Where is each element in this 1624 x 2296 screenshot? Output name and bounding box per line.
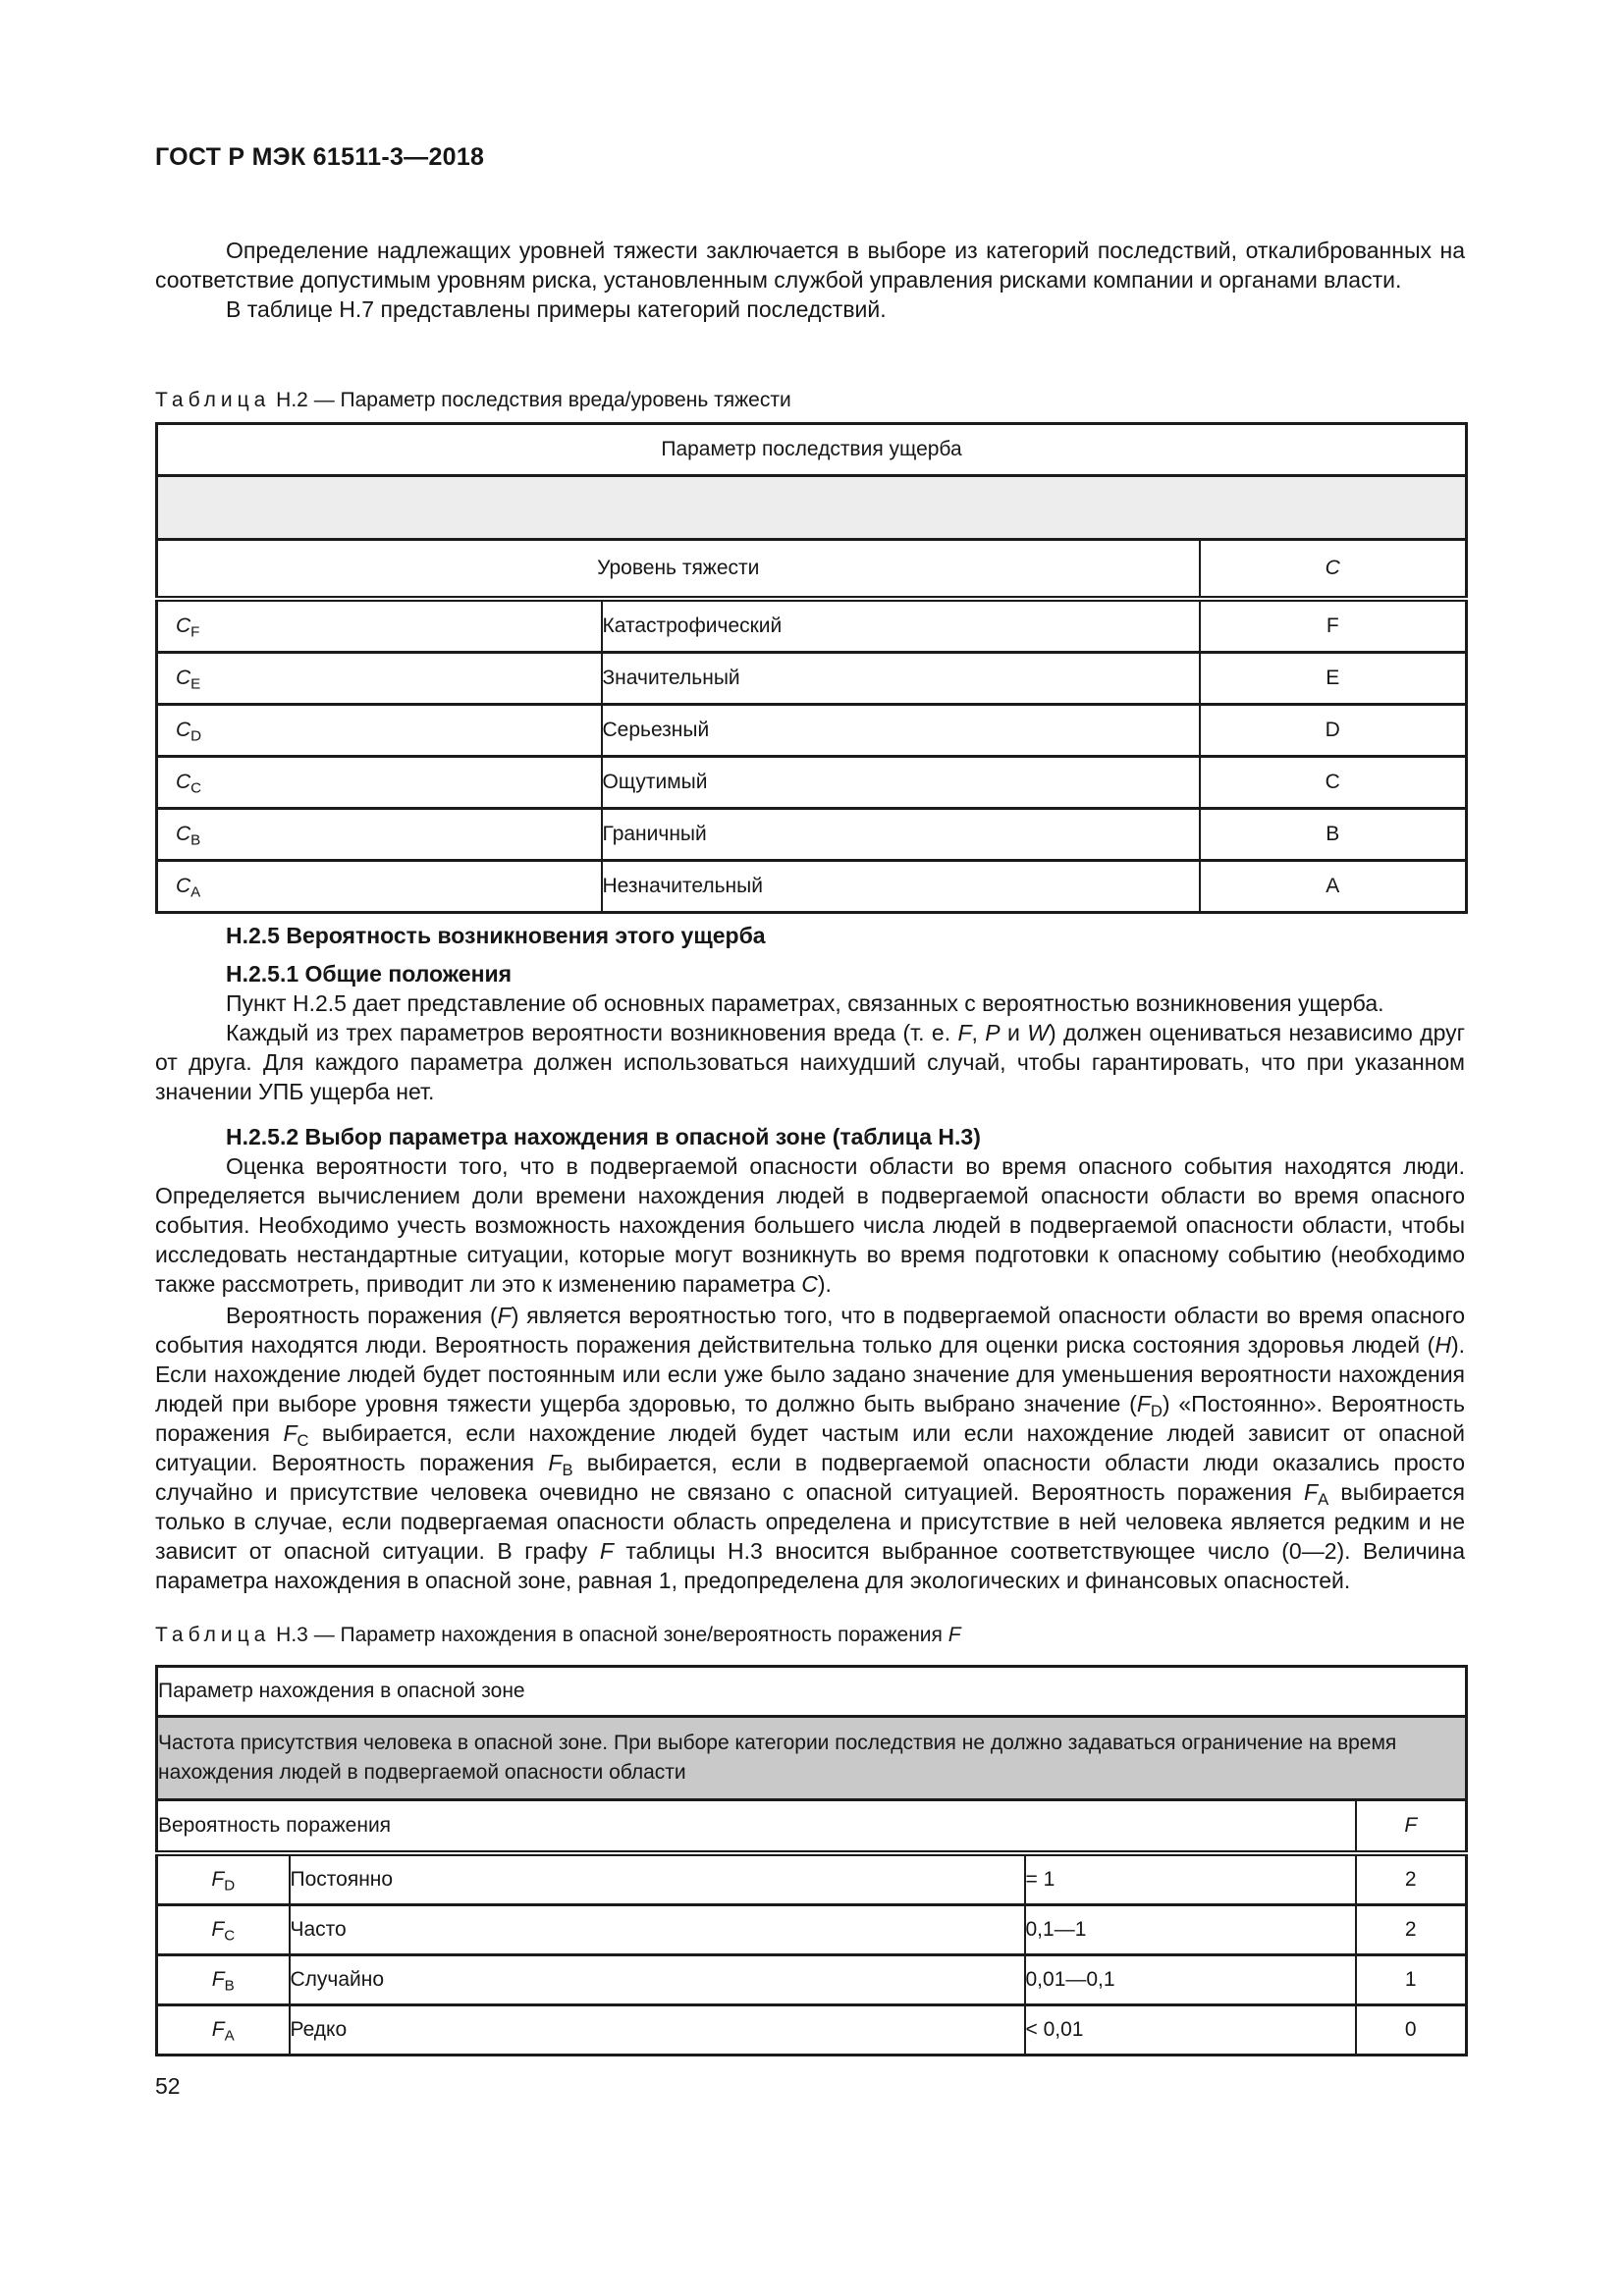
- cell-severity: Незначительный: [602, 861, 1200, 913]
- symbol-letter: C: [176, 614, 191, 637]
- cell-range: < 0,01: [1025, 2005, 1356, 2056]
- cell-range: = 1: [1025, 1853, 1356, 1905]
- cell-symbol: [157, 809, 602, 861]
- table-h2-caption: Таблица Н.2 — Параметр последствия вреда/уровень тяжести: [155, 389, 791, 411]
- cell-frequency: Случайно: [290, 1955, 1025, 2005]
- table-h2-gray-band-row: [157, 476, 1467, 540]
- symbol-letter: C: [176, 667, 191, 689]
- paragraph-table-h7-reference: В таблице Н.7 представлены примеры категорий последствий.: [226, 296, 887, 322]
- table-h2-header-cell: Параметр последствия ущерба: [157, 424, 1467, 476]
- symbol-subscript: D: [224, 1877, 236, 1895]
- cell-symbol: [157, 1905, 290, 1955]
- cell-grade: D: [1200, 705, 1467, 757]
- table-h3-caption: Таблица Н.3 — Параметр нахождения в опасной зоне/вероятность поражения F: [155, 1624, 961, 1646]
- table-h2-empty-band-cell: [157, 476, 1467, 540]
- paragraph-probability-of-exposure: Вероятность поражения (F) является вероятностью того, что в подвергаемой опасности области во время опасного события находятся люди. Вероятность поражения действительна только для оценки риска состояния здоровья людей (H). Если нахождение людей будет постоянным или если уже было задано значение для уменьшения вероятности нахождения людей при выборе уровня тяжести ущерба здоровью, то должно быть выбрано значение $(F_D)$ «Постоянно». Вероятность поражения $F_C$ выбирается, если нахождение людей будет частым или если нахождение людей зависит от опасной ситуации. Вероятность поражения $F_B$ выбирается, если в подвергаемой опасности области люди оказались просто случайно и присутствие человека очевидно не связано с опасной ситуацией. Вероятность поражения $F_A$ выбирается только в случае, если подвергаемая опасности область определена и присутствие в ней человека является редким и не зависит от опасной ситуации. В графу F таблицы Н.3 вносится выбранное соответствующее число (0—2). Величина параметра нахождения в опасной зоне, равная 1, предопределена для экологических и финансовых опасностей.: [155, 1303, 1465, 1593]
- cell-symbol: [157, 599, 602, 653]
- running-header: ГОСТ Р МЭК 61511-3—2018: [155, 143, 485, 171]
- cell-severity: Значительный: [602, 653, 1200, 705]
- heading-h2-5: Н.2.5 Вероятность возникновения этого ущерба: [226, 923, 766, 948]
- table-h2-c-column-header-cell: [1200, 540, 1467, 600]
- paragraph-general: Пункт Н.2.5 дает представление об основных параметрах, связанных с вероятностью возникновения ущерба.: [226, 990, 1384, 1016]
- cell-value: 1: [1356, 1955, 1467, 2005]
- page-number: 52: [155, 2073, 181, 2099]
- cell-frequency: Редко: [290, 2005, 1025, 2056]
- cell-value: 2: [1356, 1905, 1467, 1955]
- cell-severity: Ощутимый: [602, 757, 1200, 809]
- table-h3-f-column-header-cell: [1356, 1800, 1467, 1854]
- symbol-subscript: C: [224, 1927, 236, 1945]
- table-row: [157, 861, 1467, 913]
- symbol-letter: F: [211, 1968, 225, 1991]
- symbol-letter: C: [176, 771, 191, 793]
- cell-range: 0,01—0,1: [1025, 1955, 1356, 2005]
- symbol-letter: F: [211, 1868, 225, 1891]
- intro-section: [155, 236, 1465, 324]
- table-row: [157, 757, 1467, 809]
- cell-frequency: Часто: [290, 1905, 1025, 1955]
- table-h3: [155, 1665, 1468, 2056]
- symbol-subscript: A: [190, 883, 201, 901]
- table-row: [157, 2005, 1467, 2056]
- cell-symbol: [157, 757, 602, 809]
- cell-frequency: Постоянно: [290, 1853, 1025, 1905]
- symbol-letter: F: [211, 2018, 225, 2041]
- table-h3-header-cell: Параметр нахождения в опасной зоне: [157, 1667, 1467, 1717]
- symbol-subscript: A: [224, 2027, 235, 2045]
- cell-symbol: [157, 1853, 290, 1905]
- cell-severity: Серьезный: [602, 705, 1200, 757]
- table-h2: [155, 422, 1468, 914]
- cell-severity: Катастрофический: [602, 599, 1200, 653]
- cell-value: 2: [1356, 1853, 1467, 1905]
- table-h2-subheader-row: [157, 540, 1467, 600]
- cell-symbol: [157, 1955, 290, 2005]
- table-h2-header-row: [157, 424, 1467, 476]
- table-row: [157, 1955, 1467, 2005]
- cell-grade: A: [1200, 861, 1467, 913]
- symbol-subscript: D: [190, 727, 202, 745]
- symbol-letter: F: [211, 1918, 225, 1941]
- cell-grade: E: [1200, 653, 1467, 705]
- symbol-letter: C: [176, 719, 191, 741]
- paragraph-three-parameters: Каждый из трех параметров вероятности возникновения вреда (т. е. F, P и W) должен оцениваться независимо друг от друга. Для каждого параметра должен использоваться наихудший случай, чтобы гарантировать, что при указанном значении УПБ ущерба нет.: [155, 1020, 1466, 1104]
- table-h2-severity-header-cell: Уровень тяжести: [157, 540, 1200, 600]
- table-row: [157, 1905, 1467, 1955]
- symbol-letter: C: [176, 875, 191, 897]
- symbol-subscript: E: [190, 675, 201, 693]
- cell-grade: F: [1200, 599, 1467, 653]
- c-symbol: C: [1325, 557, 1340, 579]
- symbol-letter: C: [176, 823, 191, 845]
- symbol-subscript: C: [190, 779, 202, 797]
- table-h3-header-row: [157, 1667, 1467, 1717]
- table-h3-subheader-row: [157, 1800, 1467, 1854]
- cell-symbol: [157, 653, 602, 705]
- symbol-subscript: B: [190, 831, 201, 849]
- paragraph-severity-intro: Определение надлежащих уровней тяжести заключается в выборе из категорий последствий, откалиброванных на соответствие допустимым уровням риска, установленным службой управления рисками компании и органами власти.: [155, 238, 1465, 293]
- table-row: [157, 705, 1467, 757]
- cell-grade: B: [1200, 809, 1467, 861]
- heading-h2-5-1: Н.2.5.1 Общие положения: [226, 961, 513, 987]
- table-row: [157, 1853, 1467, 1905]
- cell-range: 0,1—1: [1025, 1905, 1356, 1955]
- symbol-subscript: F: [190, 623, 200, 641]
- table-row: [157, 809, 1467, 861]
- cell-value: 0: [1356, 2005, 1467, 2056]
- cell-symbol: [157, 861, 602, 913]
- table-row: [157, 653, 1467, 705]
- cell-symbol: [157, 705, 602, 757]
- paragraph-occupancy: Оценка вероятности того, что в подвергаемой опасности области во время опасного события находятся люди. Определяется вычислением доли времени нахождения людей в подвергаемой опасности области во время опасного события. Необходимо учесть возможность нахождения большего числа людей в подвергаемой опасности области, чтобы исследовать нестандартные ситуации, которые могут возникнуть во время подготовки к опасному событию (необходимо также рассмотреть, приводит ли это к изменению параметра C).: [155, 1153, 1465, 1297]
- f-symbol: F: [1404, 1814, 1418, 1837]
- table-h3-note-cell: Частота присутствия человека в опасной зоне. При выборе категории последствия не должно задаваться ограничение на время нахождения людей в подвергаемой опасности области: [157, 1717, 1467, 1800]
- cell-severity: Граничный: [602, 809, 1200, 861]
- cell-grade: C: [1200, 757, 1467, 809]
- cell-symbol: [157, 2005, 290, 2056]
- table-h3-note-row: [157, 1717, 1467, 1800]
- heading-h2-5-2: Н.2.5.2 Выбор параметра нахождения в опасной зоне (таблица Н.3): [226, 1124, 981, 1149]
- table-row: [157, 599, 1467, 653]
- table-h3-probability-header-cell: Вероятность поражения: [157, 1800, 1356, 1854]
- symbol-subscript: B: [224, 1977, 235, 1995]
